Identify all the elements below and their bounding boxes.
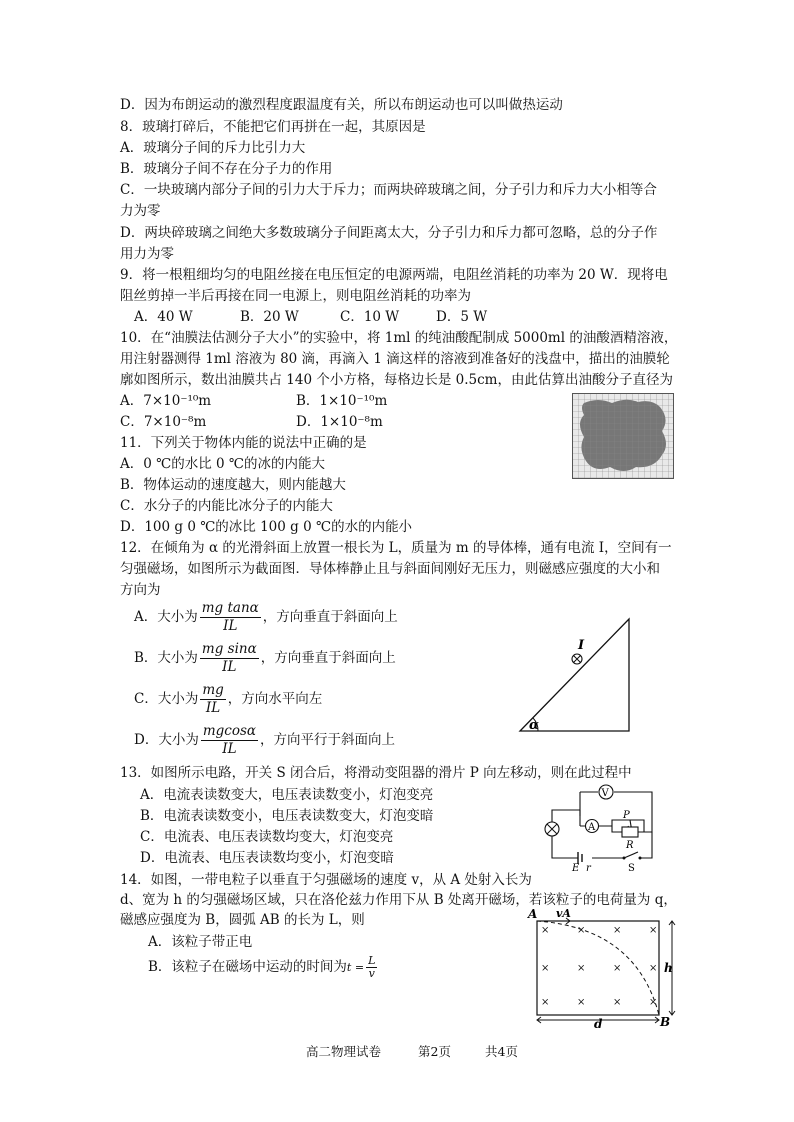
- q14-time-fraction: [366, 955, 377, 980]
- q13-option-d: D．电流表、电压表读数均变小，灯泡变暗: [140, 850, 394, 866]
- q8-option-a: A．玻璃分子间的斥力比引力大: [120, 140, 306, 156]
- q12-option-d-prefix: D．大小为: [134, 732, 199, 748]
- voltmeter-label: V: [601, 788, 609, 799]
- footer-total: 共4页: [485, 1044, 518, 1059]
- q12-stem-line1: 12．在倾角为 α 的光滑斜面上放置一根长为 L，质量为 m 的导体棒，通有电流 I，空间有一: [120, 540, 672, 556]
- q12-option-c: [134, 682, 322, 717]
- switch-label: S: [628, 863, 635, 872]
- field-region: [537, 921, 659, 1015]
- q9-option-b: B．20 W: [240, 309, 299, 325]
- q10-stem-line2: 用注射器测得 1ml 溶液为 80 滴，再滴入 1 滴这样的溶液到准备好的浅盘中，描出的油膜轮: [120, 351, 670, 367]
- field-cross: ×: [577, 997, 586, 1008]
- width-label: d: [594, 1017, 603, 1030]
- q9-option-c: C．10 W: [340, 309, 400, 325]
- point-b-label: B: [660, 1015, 671, 1029]
- field-cross: ×: [613, 963, 622, 974]
- q12-option-d: [134, 723, 395, 758]
- q11-option-b: B．物体运动的速度越大，则内能越大: [120, 477, 346, 493]
- q11-stem: 11．下列关于物体内能的说法中正确的是: [120, 435, 367, 451]
- q12-option-a-den: IL: [223, 618, 238, 634]
- incline-figure: [510, 612, 640, 738]
- magnetic-field-figure: [526, 906, 686, 1030]
- q8-option-d-line2: 用力为零: [120, 246, 174, 262]
- q11-option-a: A．0 ℃的水比 0 ℃的冰的内能大: [120, 456, 326, 472]
- q9-stem-line2: 阻丝剪掉一半后再接在同一电源上，则电阻丝消耗的功率为: [120, 288, 471, 304]
- angle-label: α: [529, 718, 540, 733]
- q12-option-b-num: mg sinα: [201, 641, 257, 657]
- q8-option-c-line2: 力为零: [120, 203, 161, 219]
- q12-option-c-num: mg: [202, 682, 224, 698]
- slider-label: P: [623, 810, 630, 821]
- q8-stem: 8．玻璃打碎后，不能把它们再拼在一起，其原因是: [120, 119, 426, 135]
- q13-option-a: A．电流表读数变大，电压表读数变小，灯泡变亮: [140, 787, 434, 803]
- q12-option-d-den: IL: [222, 741, 237, 757]
- q12-option-c-prefix: C．大小为: [134, 691, 199, 707]
- q14-stem-line3: 磁感应强度为 B，圆弧 AB 的长为 L，则: [120, 912, 365, 928]
- q12-option-a-suffix: ，方向垂直于斜面向上: [262, 609, 398, 625]
- q10-option-b: B．1×10⁻¹⁰m: [296, 393, 388, 409]
- field-cross: ×: [577, 963, 586, 974]
- q12-option-d-fraction: [201, 723, 258, 758]
- q12-stem-line3: 方向为: [120, 582, 161, 598]
- q12-option-b-den: IL: [222, 659, 237, 675]
- footer-page: 第2页: [418, 1044, 451, 1059]
- field-cross: ×: [613, 997, 622, 1008]
- q14-stem-line1: 14．如图，一带电粒子以垂直于匀强磁场的速度 v，从 A 处射入长为: [120, 872, 532, 888]
- q12-option-d-suffix: ，方向平行于斜面向上: [260, 732, 396, 748]
- q14-option-a: A．该粒子带正电: [148, 934, 253, 950]
- q12-option-a-num: mg tanα: [201, 600, 259, 616]
- q14-option-b: [148, 955, 379, 980]
- field-cross: ×: [613, 925, 622, 936]
- point-a-label: A: [528, 907, 538, 921]
- oil-film-figure: [572, 393, 674, 479]
- q12-option-b-prefix: B．大小为: [134, 650, 198, 666]
- q12-option-c-suffix: ，方向水平向左: [227, 691, 323, 707]
- ammeter-label: A: [588, 822, 596, 833]
- rheostat-icon: [622, 827, 638, 837]
- q14-time-den: v: [368, 967, 375, 980]
- q9-option-d: D．5 W: [436, 309, 488, 325]
- current-label: I: [578, 638, 585, 653]
- q14-time-lhs: t =: [346, 961, 365, 974]
- field-cross: ×: [541, 925, 550, 936]
- field-cross: ×: [541, 997, 550, 1008]
- trajectory-arc: [537, 921, 659, 1015]
- field-crosses: [541, 925, 657, 1008]
- footer-title: 高二物理试卷: [306, 1044, 382, 1059]
- q14-option-b-text: B．该粒子在磁场中运动的时间为: [148, 959, 347, 975]
- q8-option-b: B．玻璃分子间不存在分子力的作用: [120, 161, 333, 177]
- q10-option-a: A．7×10⁻¹⁰m: [120, 393, 212, 409]
- q10-stem-line3: 廓如图所示，数出油膜共占 140 个小方格，每格边长是 0.5cm，由此估算出油酸分子直径为: [120, 372, 673, 388]
- field-cross: ×: [577, 925, 586, 936]
- q12-option-a-fraction: [200, 600, 261, 635]
- q13-stem: 13．如图所示电路，开关 S 闭合后，将滑动变阻器的滑片 P 向左移动，则在此过程中: [120, 765, 632, 781]
- field-cross: ×: [649, 997, 658, 1008]
- q11-option-c: C．水分子的内能比冰分子的内能大: [120, 498, 333, 514]
- q12-option-a-prefix: A．大小为: [134, 609, 198, 625]
- q8-option-d-line1: D．两块碎玻璃之间绝大多数玻璃分子间距离太大，分子引力和斥力都可忽略，总的分子作: [120, 225, 658, 241]
- q12-option-b-suffix: ，方向垂直于斜面向上: [260, 650, 396, 666]
- q12-option-a: [134, 600, 398, 635]
- switch-icon: [624, 852, 638, 858]
- q14-time-num: L: [368, 954, 376, 967]
- q9-option-a: A．40 W: [134, 309, 193, 325]
- velocity-label: vA: [556, 907, 571, 920]
- incline-triangle: [520, 619, 629, 731]
- q13-option-c: C．电流表、电压表读数均变大，灯泡变亮: [140, 829, 394, 845]
- circuit-figure: [540, 782, 670, 872]
- emf-label: E: [572, 863, 580, 872]
- q7-option-d: D．因为布朗运动的激烈程度跟温度有关，所以布朗运动也可以叫做热运动: [120, 97, 563, 113]
- q14-stem-line2: d、宽为 h 的匀强磁场区域，只在洛伦兹力作用下从 B 处离开磁场，若该粒子的电荷量为 q，: [120, 892, 677, 908]
- q12-option-c-fraction: [200, 682, 225, 717]
- q12-option-c-den: IL: [205, 700, 221, 716]
- q12-stem-line2: 匀强磁场，如图所示为截面图．导体棒静止且与斜面间刚好无压力，则磁感应强度的大小和: [120, 561, 660, 577]
- field-cross: ×: [541, 963, 550, 974]
- q10-option-d: D．1×10⁻⁸m: [296, 414, 383, 430]
- q11-option-d: D．100 g 0 ℃的冰比 100 g 0 ℃的水的内能小: [120, 519, 413, 535]
- q8-option-c-line1: C．一块玻璃内部分子间的引力大于斥力；而两块碎玻璃之间，分子引力和斥力大小相等合: [120, 182, 657, 198]
- q13-option-b: B．电流表读数变小，电压表读数变大，灯泡变暗: [140, 808, 434, 824]
- q9-stem-line1: 9．将一根粗细均匀的电阻丝接在电压恒定的电源两端，电阻丝消耗的功率为 20 W．现将电: [120, 267, 668, 283]
- q12-option-b: [134, 641, 396, 676]
- q10-option-c: C．7×10⁻⁸m: [120, 414, 207, 430]
- internal-resistance-label: r: [586, 863, 591, 872]
- field-cross: ×: [649, 925, 658, 936]
- rheostat-label: R: [626, 840, 634, 851]
- height-label: h: [664, 961, 673, 975]
- q10-stem-line1: 10．在“油膜法估测分子大小”的实验中，将 1ml 的纯油酸配制成 5000ml 的油酸酒精溶液，: [120, 330, 678, 346]
- field-cross: ×: [649, 963, 658, 974]
- q12-option-b-fraction: [200, 641, 259, 676]
- q12-option-d-num: mgcosα: [202, 723, 257, 739]
